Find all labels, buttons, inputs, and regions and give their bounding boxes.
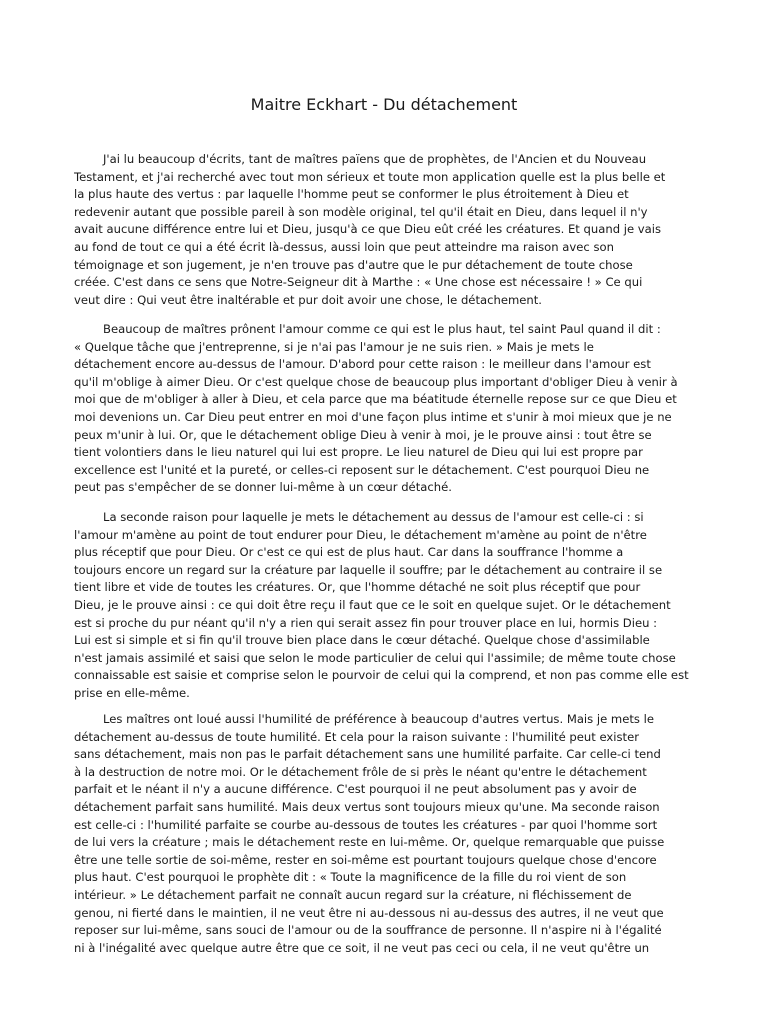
text-line: détachement encore au-dessus de l'amour. D'abord pour cette raison : le meilleur dans l'amour est [74,357,651,372]
text-line: J'ai lu beaucoup d'écrits, tant de maîtres païens que de prophètes, de l'Ancien et du Nouveau [103,152,647,166]
text-line: plus haut. C'est pourquoi le prophète dit : « Toute la magnificence de la fille du roi vient de son [74,870,627,885]
text-line: de lui vers la créature ; mais le détachement reste en lui-même. Or, quelque remarquable que puisse [74,835,665,850]
text-line: n'est jamais assimilé et saisi que selon le mode particulier de celui qui l'assimile; de même toute chose [74,650,676,665]
text-line: tient libre et vide de toutes les créatures. Or, que l'homme détaché ne soit plus réceptif que pour [74,580,641,595]
text-line: qu'il m'oblige à aimer Dieu. Or c'est quelque chose de beaucoup plus important d'obliger Dieu à venir à [74,374,678,389]
text-line: intérieur. » Le détachement parfait ne connaît aucun regard sur la créature, ni fléchissement de [74,887,632,902]
text-line: plus réceptif que pour Dieu. Or c'est ce qui est de plus haut. Car dans la souffrance l'homme a [74,545,624,560]
paragraph-2 [74,321,696,497]
text-line: moi que de m'obliger à aller à Dieu, et cela parce que ma béatitude éternelle repose sur ce que Dieu et [74,392,677,407]
text-line: détachement parfait sans humilité. Mais deux vertus sont toujours mieux qu'une. Ma seconde raison [74,799,660,814]
text-line: créée. C'est dans ce sens que Notre-Seigneur dit à Marthe : « Une chose est nécessaire ! » Ce qui [74,275,643,290]
text-line: Dieu, je le prouve ainsi : ce qui doit être reçu il faut que ce le soit en quelque sujet. Or le détachement [74,597,671,612]
text-line: moi devenions un. Car Dieu peut entrer en moi d'une façon plus intime et s'unir à moi mieux que je ne [74,409,672,424]
text-line: l'amour m'amène au point de tout endurer pour Dieu, le détachement m'amène au point de n'être [74,527,647,542]
text-line: avait aucune différence entre lui et Dieu, jusqu'à ce que Dieu eût créé les créatures. Et quand je vais [74,222,662,237]
text-line: redevenir autant que possible pareil à son modèle original, tel qu'il était en Dieu, dans lequel il n'y [74,204,648,219]
text-line: excellence est l'unité et la pureté, or celles-ci reposent sur le détachement. C'est pourquoi Dieu ne [74,462,650,477]
text-line: « Quelque tâche que j'entreprenne, si je n'ai pas l'amour je ne suis rien. » Mais je mets le [74,339,594,354]
text-line: La seconde raison pour laquelle je mets le détachement au dessus de l'amour est celle-ci : si [103,510,644,524]
paragraph-1 [74,151,696,309]
text-line: est si proche du pur néant qu'il n'y a rien qui serait assez fin pour trouver place en lui, hormis Dieu : [74,615,658,630]
text-line: prise en elle-même. [74,685,190,700]
text-line: ni à l'inégalité avec quelque autre être que ce soit, il ne veut pas ceci ou cela, il ne veut qu'être un [74,940,650,955]
text-line: témoignage et son jugement, je n'en trouve pas d'autre que le pur détachement de toute chose [74,257,633,272]
text-line: à la destruction de notre moi. Or le détachement frôle de si près le néant qu'entre le détachement [74,764,647,779]
text-line: tient volontiers dans le lieu naturel qui lui est propre. Le lieu naturel de Dieu qui lui est propre par [74,445,643,460]
text-line: Beaucoup de maîtres prônent l'amour comme ce qui est le plus haut, tel saint Paul quand il dit : [103,322,661,336]
text-line: connaissable est saisie et comprise selon le pourvoir de celui qui la comprend, et non pas comme elle est [74,668,689,683]
text-line: Les maîtres ont loué aussi l'humilité de préférence à beaucoup d'autres vertus. Mais je mets le [103,712,654,726]
text-line: la plus haute des vertus : par laquelle l'homme peut se conformer le plus étroitement à Dieu et [74,187,629,202]
document-title: Maitre Eckhart - Du détachement [250,95,518,114]
text-line: sans détachement, mais non pas le parfait détachement sans une humilité parfaite. Car celle-ci tend [74,747,661,762]
text-line: genou, ni fierté dans le maintien, il ne veut être ni au-dessous ni au-dessus des autres, il ne veut que [74,905,664,920]
text-line: parfait et le néant il n'y a aucune différence. C'est pourquoi il ne peut absolument pas y avoir de [74,782,637,797]
text-line: toujours encore un regard sur la créature par laquelle il souffre; par le détachement au contraire il se [74,562,663,577]
paragraph-4 [74,711,696,957]
text-line: veut dire : Qui veut être inaltérable et pur doit avoir une chose, le détachement. [74,292,542,307]
text-line: être une telle sortie de soi-même, rester en soi-même est pourtant toujours quelque chose d'encore [74,852,657,867]
paragraph-3 [74,509,696,703]
text-line: peut pas s'empêcher de se donner lui-même à un cœur détaché. [74,480,452,495]
text-line: reposer sur lui-même, sans souci de l'amour ou de la souffrance de personne. Il n'aspire ni à l'égalité [74,923,662,938]
text-line: détachement au-dessus de toute humilité. Et cela pour la raison suivante : l'humilité peut exister [74,729,639,744]
text-line: peux m'unir à lui. Or, que le détachement oblige Dieu à venir à moi, je le prouve ainsi : tout être se [74,427,652,442]
text-line: Testament, et j'ai recherché avec tout mon sérieux et toute mon application quelle est la plus belle et [74,169,666,184]
text-line: est celle-ci : l'humilité parfaite se courbe au-dessous de toutes les créatures - par quoi l'homme sort [74,817,658,832]
text-line: Lui est si simple et si fin qu'il trouve bien place dans le cœur détaché. Quelque chose d'assimilable [74,633,650,648]
text-line: au fond de tout ce qui a été écrit là-dessus, aussi loin que peut atteindre ma raison avec son [74,239,614,254]
